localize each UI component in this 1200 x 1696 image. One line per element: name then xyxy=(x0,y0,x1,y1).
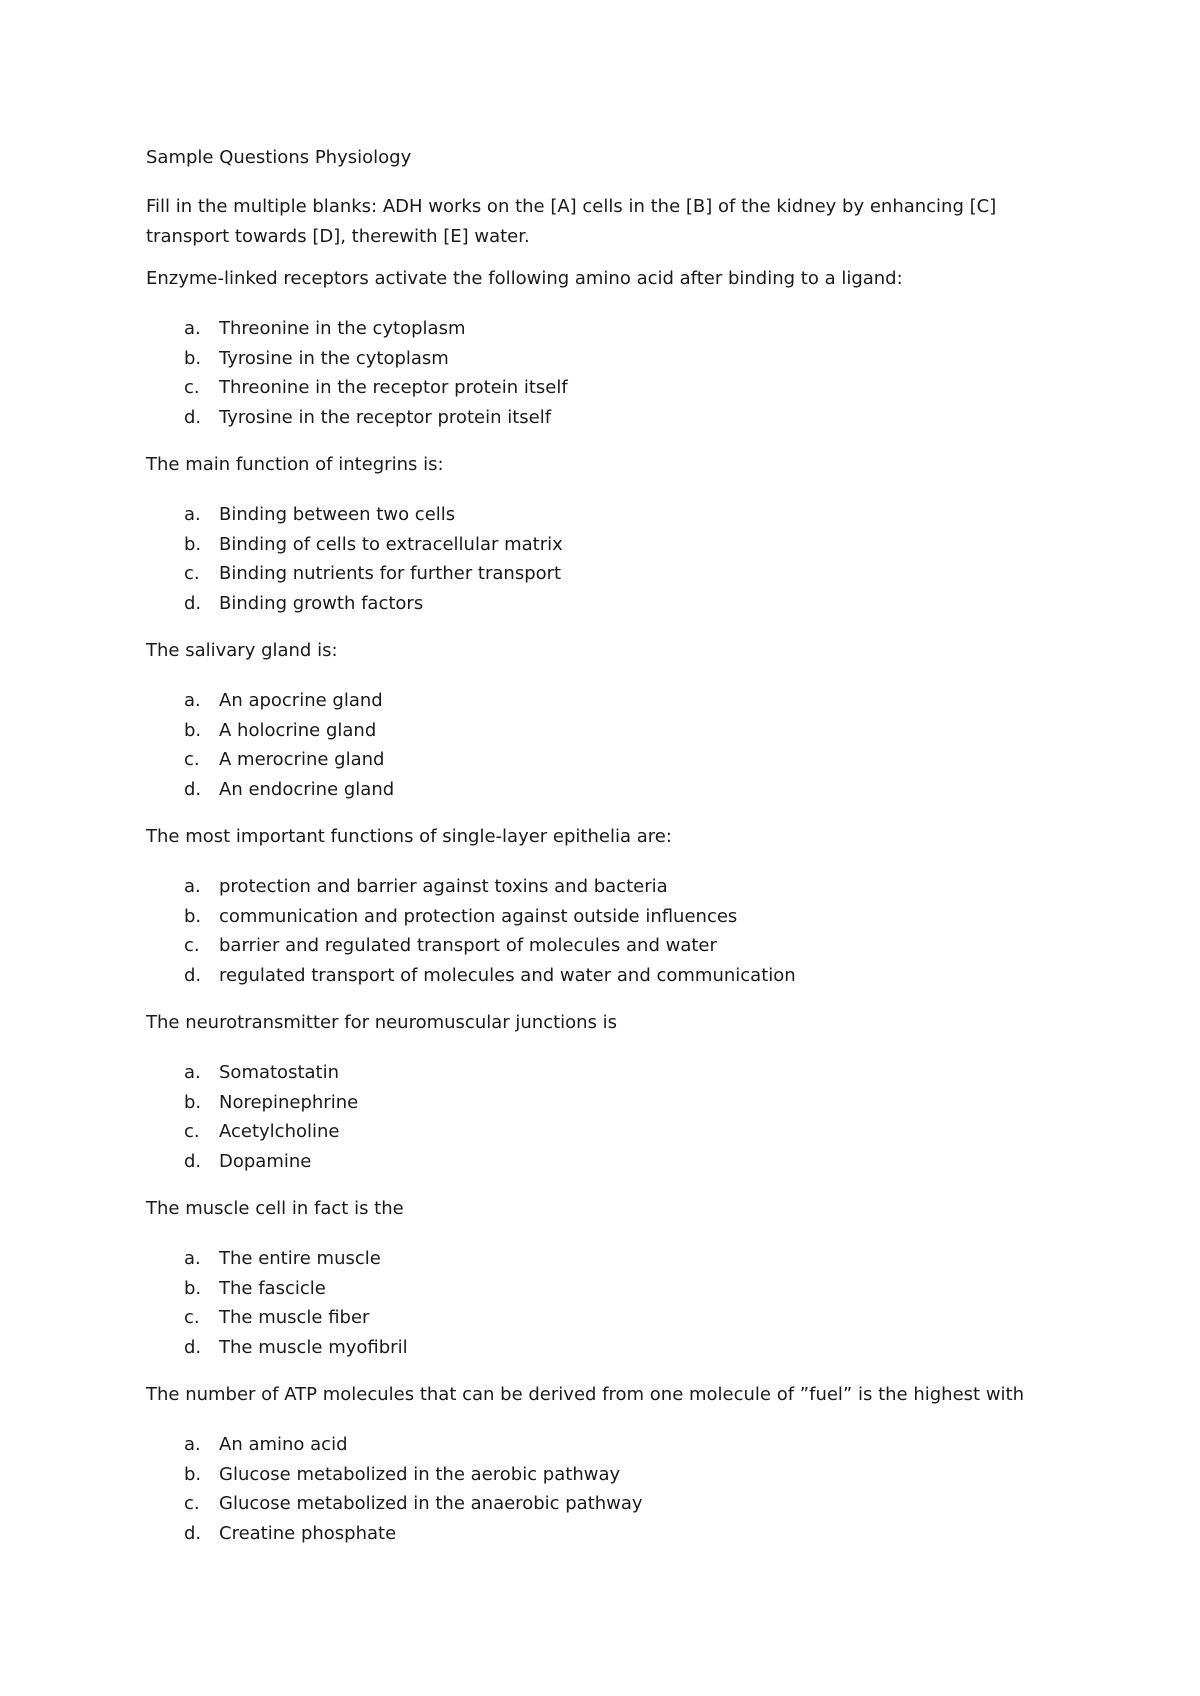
option-letter: a. xyxy=(184,690,201,711)
answer-option xyxy=(146,716,1066,746)
answer-option xyxy=(146,1489,1066,1519)
question-3 xyxy=(146,640,1066,804)
question-text: The most important functions of single-layer epithelia are: xyxy=(146,826,672,847)
answer-option xyxy=(146,775,1066,805)
answer-option xyxy=(146,1088,1066,1118)
option-text: regulated transport of molecules and water and communication xyxy=(219,964,796,986)
option-text: Threonine in the cytoplasm xyxy=(219,318,466,339)
option-text: Glucose metabolized in the anaerobic pathway xyxy=(219,1493,643,1514)
option-text: Binding growth factors xyxy=(219,592,424,614)
question-text: The neurotransmitter for neuromuscular junctions is xyxy=(146,1012,618,1033)
option-text: The muscle myofibril xyxy=(219,1336,408,1358)
option-text: protection and barrier against toxins and bacteria xyxy=(219,876,668,897)
answer-option xyxy=(146,902,1066,932)
option-letter: b. xyxy=(184,1277,202,1299)
option-letter: d. xyxy=(184,964,202,986)
option-text: Threonine in the receptor protein itself xyxy=(219,377,568,398)
answer-options xyxy=(146,500,1066,618)
question-text: The main function of integrins is: xyxy=(146,454,444,475)
answer-option xyxy=(146,1058,1066,1088)
option-letter: b. xyxy=(184,719,202,741)
option-text: Norepinephrine xyxy=(219,1091,359,1113)
option-text: barrier and regulated transport of molecules and water xyxy=(219,935,717,956)
answer-option xyxy=(146,745,1066,775)
answer-option xyxy=(146,314,1066,344)
answer-option xyxy=(146,1519,1066,1549)
option-text: Binding of cells to extracellular matrix xyxy=(219,533,563,555)
option-text: Tyrosine in the receptor protein itself xyxy=(219,406,552,428)
answer-option xyxy=(146,1303,1066,1333)
option-text: The fascicle xyxy=(219,1277,326,1299)
answer-option xyxy=(146,961,1066,991)
option-text: Dopamine xyxy=(219,1150,312,1172)
option-text: Creatine phosphate xyxy=(219,1522,397,1544)
option-text: An amino acid xyxy=(219,1434,348,1455)
option-letter: a. xyxy=(184,876,201,897)
answer-options xyxy=(146,1244,1066,1362)
answer-option xyxy=(146,686,1066,716)
answer-option xyxy=(146,589,1066,619)
option-letter: b. xyxy=(184,533,202,555)
option-letter: a. xyxy=(184,318,201,339)
document-content xyxy=(146,147,1066,1570)
option-text: A merocrine gland xyxy=(219,749,385,770)
answer-option xyxy=(146,1274,1066,1304)
answer-option xyxy=(146,1333,1066,1363)
option-text: The muscle fiber xyxy=(219,1307,370,1328)
answer-options xyxy=(146,1430,1066,1548)
answer-option xyxy=(146,344,1066,374)
question-7 xyxy=(146,1384,1066,1548)
fill-in-blanks-question: Fill in the multiple blanks: ADH works on the [A] cells in the [B] of the kidney by enhancing [C] transport towards [D], therewith [E] water. xyxy=(146,196,997,247)
answer-option xyxy=(146,1244,1066,1274)
option-letter: d. xyxy=(184,778,202,800)
answer-option xyxy=(146,373,1066,403)
option-text: The entire muscle xyxy=(219,1248,381,1269)
option-letter: d. xyxy=(184,1522,202,1544)
option-text: Glucose metabolized in the aerobic pathway xyxy=(219,1463,621,1485)
answer-options xyxy=(146,1058,1066,1176)
answer-option xyxy=(146,530,1066,560)
answer-option xyxy=(146,500,1066,530)
question-6 xyxy=(146,1198,1066,1362)
option-letter: c. xyxy=(184,1493,200,1514)
option-letter: a. xyxy=(184,1434,201,1455)
option-letter: c. xyxy=(184,563,200,584)
option-letter: b. xyxy=(184,347,202,369)
option-letter: b. xyxy=(184,1091,202,1113)
answer-option xyxy=(146,931,1066,961)
option-letter: b. xyxy=(184,1463,202,1485)
question-text: The muscle cell in fact is the xyxy=(146,1198,404,1219)
option-text: A holocrine gland xyxy=(219,719,377,741)
option-letter: c. xyxy=(184,377,200,398)
answer-option xyxy=(146,1460,1066,1490)
option-letter: d. xyxy=(184,1150,202,1172)
answer-option xyxy=(146,1147,1066,1177)
option-letter: c. xyxy=(184,749,200,770)
option-letter: a. xyxy=(184,504,201,525)
question-text: The number of ATP molecules that can be derived from one molecule of ”fuel” is the highest with xyxy=(146,1384,1025,1405)
question-5 xyxy=(146,1012,1066,1176)
answer-option xyxy=(146,1117,1066,1147)
option-text: Acetylcholine xyxy=(219,1121,340,1142)
answer-options xyxy=(146,686,1066,804)
answer-options xyxy=(146,314,1066,432)
question-text: The salivary gland is: xyxy=(146,640,338,661)
option-text: An endocrine gland xyxy=(219,778,395,800)
option-letter: c. xyxy=(184,935,200,956)
option-letter: c. xyxy=(184,1121,200,1142)
answer-option xyxy=(146,403,1066,433)
option-letter: b. xyxy=(184,905,202,927)
option-text: Binding nutrients for further transport xyxy=(219,563,562,584)
option-text: Binding between two cells xyxy=(219,504,456,525)
answer-option xyxy=(146,872,1066,902)
answer-option xyxy=(146,559,1066,589)
option-letter: d. xyxy=(184,592,202,614)
option-letter: d. xyxy=(184,1336,202,1358)
option-letter: a. xyxy=(184,1248,201,1269)
option-text: Tyrosine in the cytoplasm xyxy=(219,347,449,369)
answer-option xyxy=(146,1430,1066,1460)
option-letter: d. xyxy=(184,406,202,428)
question-4 xyxy=(146,826,1066,990)
option-text: An apocrine gland xyxy=(219,690,383,711)
option-letter: c. xyxy=(184,1307,200,1328)
option-letter: a. xyxy=(184,1062,201,1083)
question-1 xyxy=(146,268,1066,432)
option-text: Somatostatin xyxy=(219,1062,340,1083)
question-2 xyxy=(146,454,1066,618)
question-text: Enzyme-linked receptors activate the following amino acid after binding to a ligand: xyxy=(146,268,903,289)
option-text: communication and protection against outside influences xyxy=(219,905,738,927)
answer-options xyxy=(146,872,1066,990)
document-title: Sample Questions Physiology xyxy=(146,147,412,168)
